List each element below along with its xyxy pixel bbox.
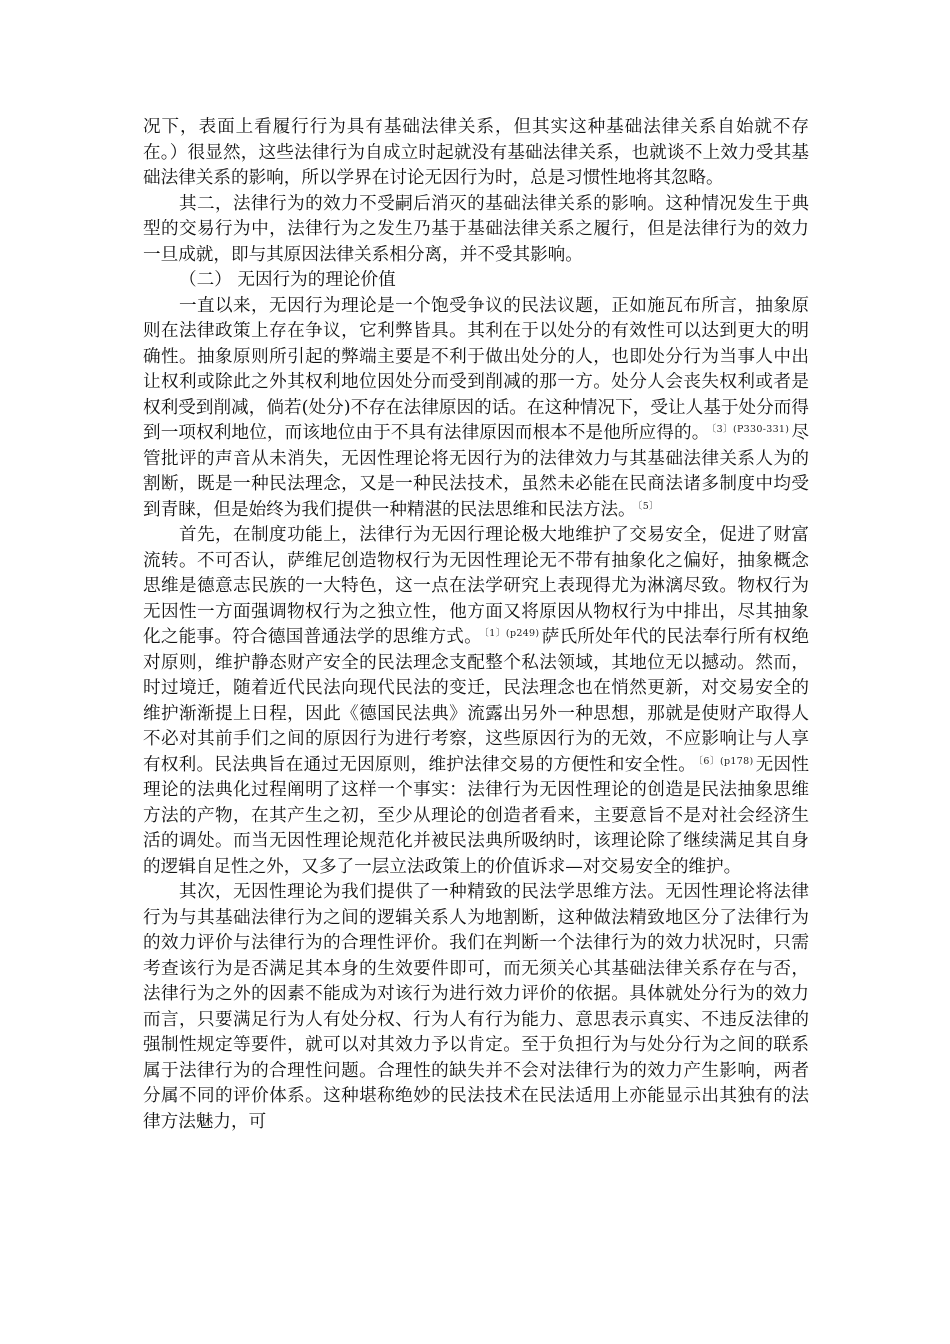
paragraph-3-text-2: 尽管批评的声音从未消失，无因性理论将无因行为的法律效力与其基础法律关系人为的割断，既是一种民法理念，又是一种民法技术，虽然未必能在民商法诸多制度中均受到青睐，但是始终为我们提供一种精湛的民法思维和民法方法。 — [143, 423, 809, 520]
paragraph-4 — [143, 523, 809, 880]
paragraph-5: 其次，无因性理论为我们提供了一种精致的民法学思维方法。无因性理论将法律行为与其基础法律行为之间的逻辑关系人为地割断，这种做法精致地区分了法律行为的效力评价与法律行为的合理性评价。我们在判断一个法律行为的效力状况时，只需考查该行为是否满足其本身的生效要件即可，而无须关心其基础法律关系存在与否，法律行为之外的因素不能成为对该行为进行效力评价的依据。具体就处分行为的效力而言，只要满足行为人有处分权、行为人有行为能力、意思表示真实、不违反法律的强制性规定等要件，就可以对其效力予以肯定。至于负担行为与处分行为之间的联系属于法律行为的合理性问题。合理性的缺失并不会对法律行为的效力产生影响，两者分属不同的评价体系。这种堪称绝妙的民法技术在民法适用上亦能显示出其独有的法律方法魅力，可 — [143, 882, 809, 1132]
paragraph-4-text-2: 萨氏所处年代的民法奉行所有权绝对原则，维护静态财产安全的民法理念支配整个私法领域，其地位无以撼动。然而，时过境迁，随着近代民法向现代民法的变迁，民法理念也在悄然更新，对交易安全的维护渐渐提上日程，因此《德国民法典》流露出另外一种思想，那就是使财产取得人不必对其前手们之间的原因行为进行考察，这些原因行为的无效，不应影响让与人享有权利。民法典旨在通过无因原则，维护法律交易的方便性和安全性。 — [143, 627, 809, 775]
citation-6: 〔6〕(p178) — [698, 755, 754, 767]
paragraph-4-text-3: 无因性理论的法典化过程阐明了这样一个事实：法律行为无因性理论的创造是民法抽象思维方法的产物，在其产生之初，至少从理论的创造者看来，主要意旨不是对社会经济生活的调处。而当无因性理论规范化并被民法典所吸纳时，该理论除了继续满足其自身的逻辑自足性之外，又多了一层立法政策上的价值诉求—对交易安全的维护。 — [143, 754, 809, 877]
paragraph-2: 其二，法律行为的效力不受嗣后消灭的基础法律关系的影响。这种情况发生于典型的交易行为中，法律行为之发生乃基于基础法律关系之履行，但是法律行为的效力一旦成就，即与其原因法律关系相分离，并不受其影响。 — [143, 193, 809, 265]
paragraph-3 — [143, 294, 809, 524]
citation-3: 〔3〕(P330-331) — [711, 424, 790, 435]
paragraph-1: 况下，表面上看履行行为具有基础法律关系，但其实这种基础法律关系自始就不存在。）很显然，这些法律行为自成立时起就没有基础法律关系，也就谈不上效力受其基础法律关系的影响，所以学界在讨论无因行为时，总是习惯性地将其忽略。 — [143, 117, 809, 188]
section-heading: （二） 无因行为的理论价值 — [179, 270, 396, 290]
citation-1: 〔1〕(p249) — [484, 628, 540, 639]
paragraph-4-text-1: 首先，在制度功能上，法律行为无因行理论极大地维护了交易安全，促进了财富流转。不可否认，萨维尼创造物权行为无因性理论无不带有抽象化之偏好，抽象概念思维是德意志民族的一大特色，这一点在法学研究上表现得尤为淋漓尽致。物权行为无因性一方面强调物权行为之独立性，他方面又将原因从物权行为中排出，尽其抽象化之能事。符合德国普通法学的思维方式。 — [143, 525, 809, 647]
paragraph-3-text-1: 一直以来，无因行为理论是一个饱受争议的民法议题，正如施瓦布所言，抽象原则在法律政策上存在争议，它利弊皆具。其利在于以处分的有效性可以达到更大的明确性。抽象原则所引起的弊端主要是不利于做出处分的人，也即处分行为当事人中出让权利或除此之外其权利地位因处分而受到削减的那一方。处分人会丧失权利或者是权利受到削减，倘若(处分)不存在法律原因的话。在这种情况下，受让人基于处分而得到一项权利地位，而该地位由于不具有法律原因而根本不是他所应得的。 — [143, 295, 809, 443]
document-body — [143, 115, 809, 1135]
citation-5: 〔5〕 — [637, 500, 659, 512]
